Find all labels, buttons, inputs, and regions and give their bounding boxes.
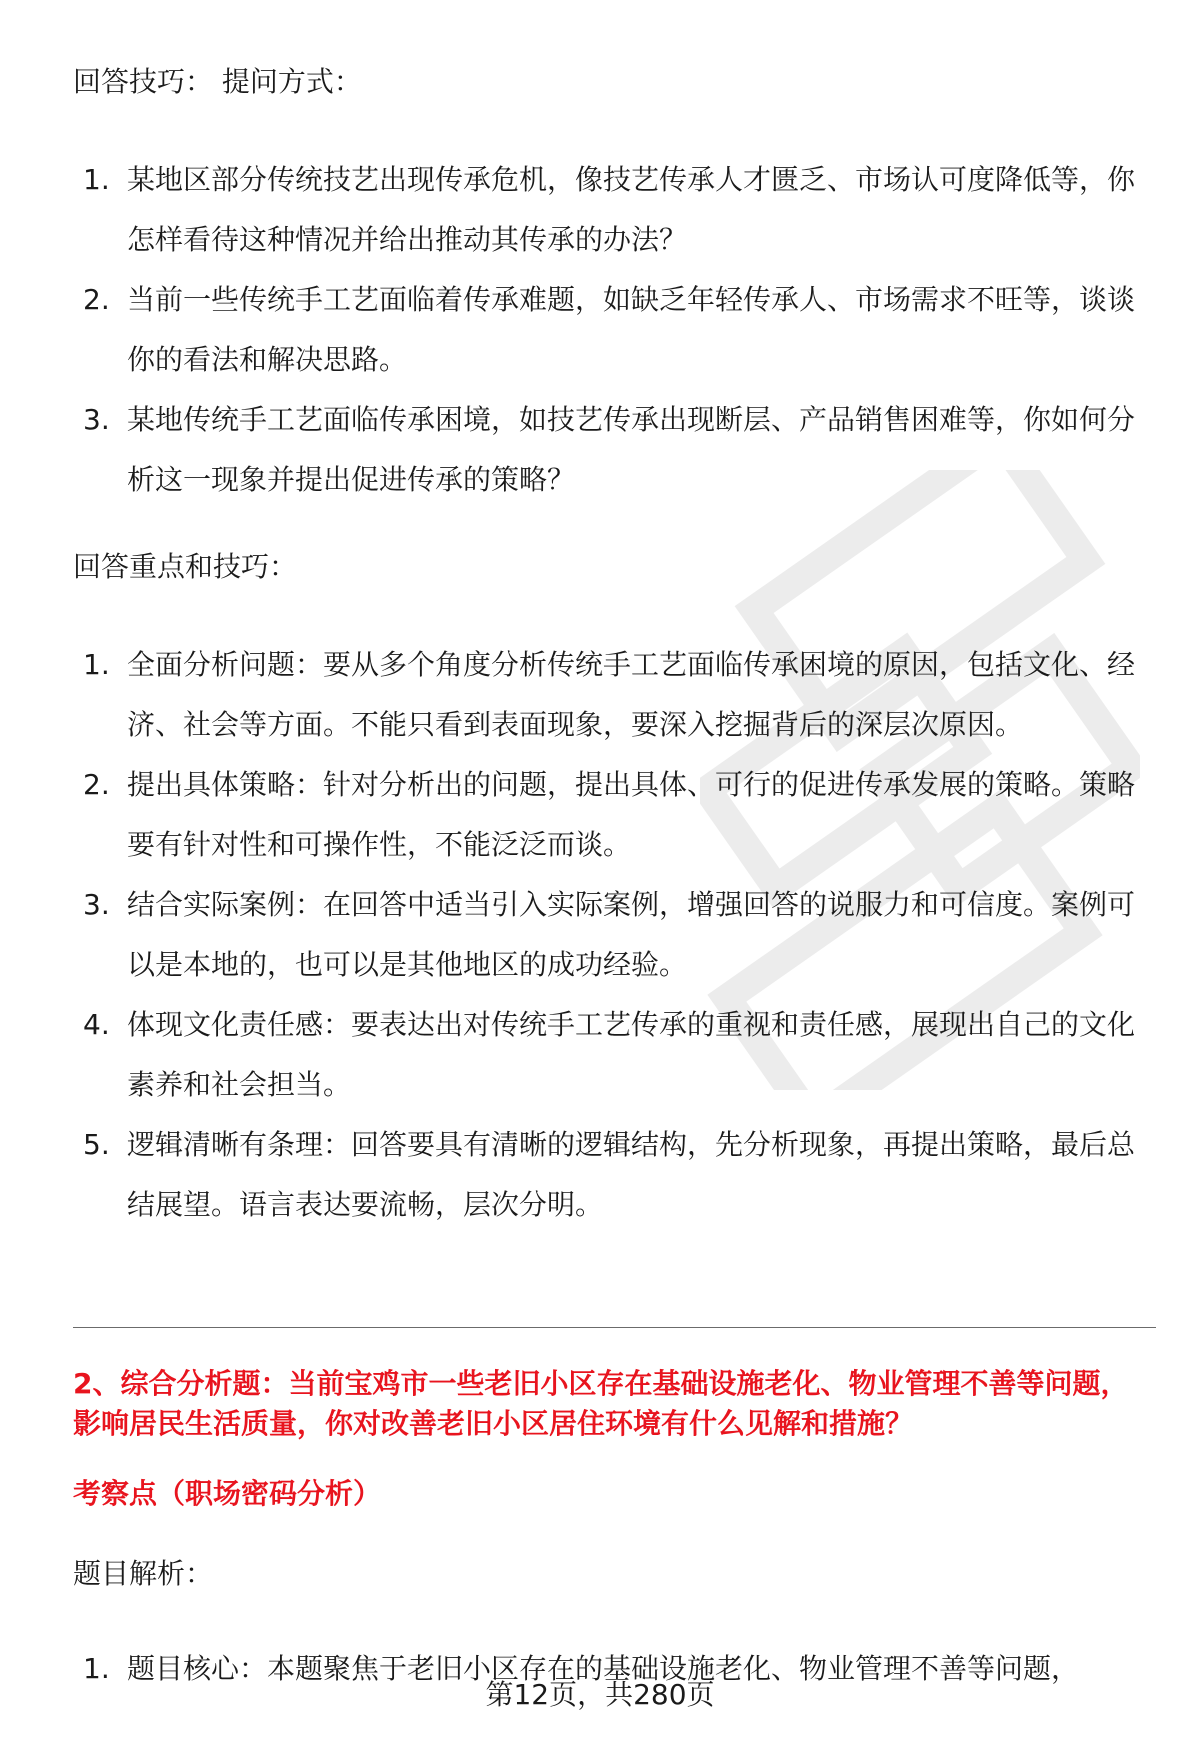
list-item-text: 体现文化责任感：要表达出对传统手工艺传承的重视和责任感，展现出自己的文化素养和社会担当。 <box>127 1008 1136 1101</box>
list-number: 3. <box>83 403 110 436</box>
list-number: 1. <box>83 163 110 196</box>
analysis-heading: 题目解析： <box>73 1557 214 1590</box>
list-number: 2. <box>83 768 110 801</box>
list-item-text: 某地传统手工艺面临传承困境，如技艺传承出现断层、产品销售困难等，你如何分析这一现象并提出促进传承的策略？ <box>127 403 1136 496</box>
list-number: 1. <box>83 648 110 681</box>
list-item-text: 逻辑清晰有条理：回答要具有清晰的逻辑结构，先分析现象，再提出策略，最后总结展望。语言表达要流畅，层次分明。 <box>127 1128 1136 1221</box>
list-item <box>83 875 1142 995</box>
tips-list <box>83 635 1142 1235</box>
section-heading-key-points: 回答重点和技巧： <box>73 550 298 583</box>
list-item-text: 题目核心：本题聚焦于老旧小区存在的基础设施老化、物业管理不善等问题， <box>127 1652 1080 1685</box>
list-item <box>83 1115 1142 1235</box>
list-item <box>83 270 1142 390</box>
list-item-text: 某地区部分传统技艺出现传承危机，像技艺传承人才匮乏、市场认可度降低等，你怎样看待这种情况并给出推动其传承的办法？ <box>127 163 1136 256</box>
list-item <box>83 150 1142 270</box>
list-item <box>83 995 1142 1115</box>
exam-points-heading: 考察点（职场密码分析） <box>73 1477 382 1510</box>
list-item-text: 全面分析问题：要从多个角度分析传统手工艺面临传承困境的原因，包括文化、经济、社会等方面。不能只看到表面现象，要深入挖掘背后的深层次原因。 <box>127 648 1136 741</box>
list-number: 4. <box>83 1008 110 1041</box>
question-2-title: 2、综合分析题：当前宝鸡市一些老旧小区存在基础设施老化、物业管理不善等问题，影响居民生活质量，你对改善老旧小区居住环境有什么见解和措施？ <box>73 1367 1129 1440</box>
list-item-text: 当前一些传统手工艺面临着传承难题，如缺乏年轻传承人、市场需求不旺等，谈谈你的看法和解决思路。 <box>127 283 1136 376</box>
list-number: 5. <box>83 1128 110 1161</box>
section-heading-answer-skills: 回答技巧： 提问方式： <box>73 65 362 98</box>
list-item <box>83 755 1142 875</box>
list-number: 2. <box>83 283 110 316</box>
list-item <box>83 390 1142 510</box>
list-number: 1. <box>83 1652 110 1685</box>
section-divider <box>73 1327 1156 1328</box>
list-item <box>83 635 1142 755</box>
list-item-text: 提出具体策略：针对分析出的问题，提出具体、可行的促进传承发展的策略。策略要有针对性和可操作性，不能泛泛而谈。 <box>127 768 1136 861</box>
list-item-text: 结合实际案例：在回答中适当引入实际案例，增强回答的说服力和可信度。案例可以是本地的，也可以是其他地区的成功经验。 <box>127 888 1136 981</box>
page-footer: 第12页，共280页 <box>485 1678 715 1711</box>
question-list <box>83 150 1142 510</box>
list-number: 3. <box>83 888 110 921</box>
